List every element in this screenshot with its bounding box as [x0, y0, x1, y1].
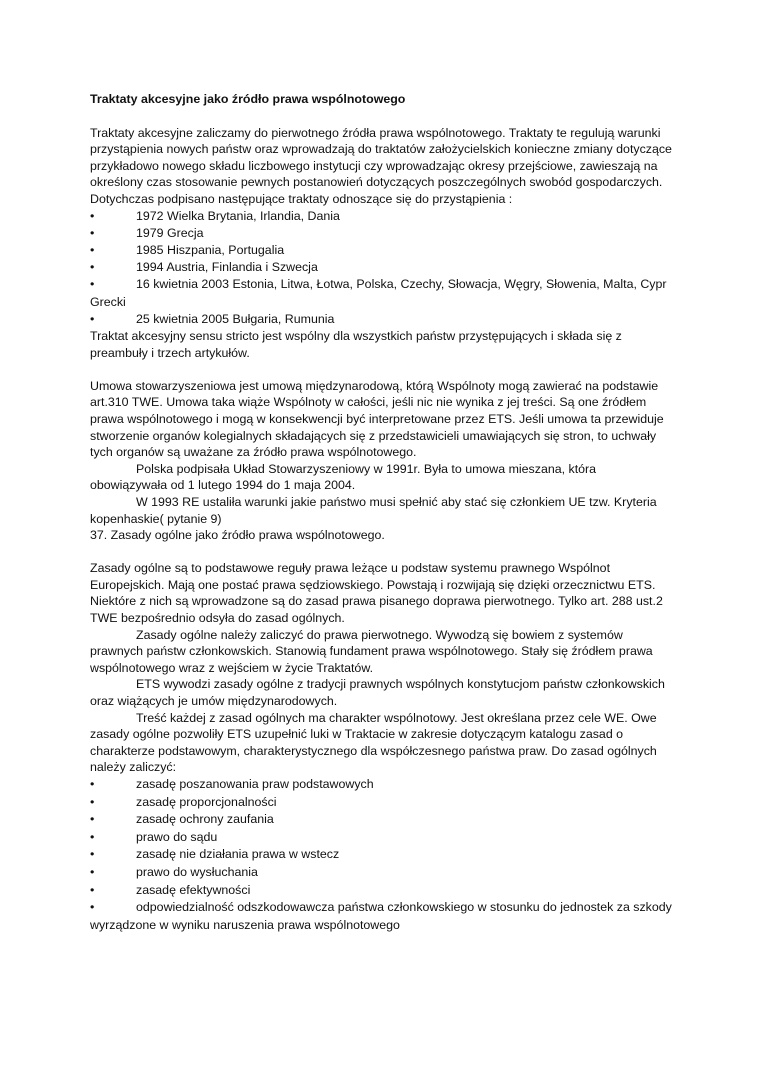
- bullet-icon: •: [90, 777, 95, 792]
- bullet-icon: •: [90, 847, 95, 862]
- copenhagen-criteria-paragraph: W 1993 RE ustaliła warunki jakie państwo musi spełnić aby stać się członkiem UE tzw. Kryteria kopenhaskie( pytanie 9): [90, 494, 657, 526]
- list-item: • zasadę poszanowania praw podstawowych: [90, 776, 672, 794]
- list-item: • zasadę nie działania prawa w wstecz: [90, 846, 672, 864]
- list-item: • odpowiedzialność odszkodowawcza państwa członkowskiego w stosunku do jednostek za szkody wyrządzone w wyniku naruszenia prawa wspólnotowego: [90, 900, 672, 932]
- intro-paragraph: Traktaty akcesyjne zaliczamy do pierwotnego źródła prawa wspólnotowego. Traktaty te regulują warunki przystąpienia nowych państw oraz wprowadzają do traktatów założycielskich konieczne zmiany dotyczące przykładowo nowego składu liczbowego instytucji czy wprowadzając okresy przejściowe, zawieszają na określony czas stosowanie pewnych postanowień dotyczących poszczególnych swobód gospodarczych. Dotychczas podpisano następujące traktaty odnoszące się do przystąpienia :: [90, 125, 672, 206]
- list-item: • 16 kwietnia 2003 Estonia, Litwa, Łotwa, Polska, Czechy, Słowacja, Węgry, Słowenia, Malta, Cypr Grecki: [90, 277, 667, 309]
- bullet-icon: •: [90, 829, 95, 844]
- document-title: Traktaty akcesyjne jako źródło prawa wspólnotowego: [90, 92, 406, 106]
- bullet-icon: •: [90, 882, 95, 897]
- bullet-icon: •: [90, 900, 95, 915]
- bullet-icon: •: [90, 225, 95, 240]
- association-paragraph: Umowa stowarzyszeniowa jest umową międzynarodową, którą Wspólnoty mogą zawierać na podstawie art.310 TWE. Umowa taka wiąże Wspólnoty w całości, jeśli nic nie wynika z jej treści. Są one źródłem prawa wspólnotowego i mogą w konsekwencji być interpretowane przez ETS. Jeśli umowa ta przewiduje stworzenie organów kolegialnych składających się z przedstawicieli umawiających się stron, to uchwały tych organów są uważane za źródło prawa wspólnotowego.: [90, 378, 664, 460]
- principles-paragraph: Zasady ogólne należy zaliczyć do prawa pierwotnego. Wywodzą się bowiem z systemów prawnych państw członkowskich. Stanowią fundament prawa wspólnotowego. Stały się źródłem prawa wspólnotowego wraz z wejściem w życie Traktatów.: [90, 627, 653, 675]
- list-item: • zasadę efektywności: [90, 882, 672, 900]
- accession-treaties-list: [90, 208, 672, 328]
- principles-paragraph: Zasady ogólne są to podstawowe reguły prawa leżące u podstaw systemu prawnego Wspólnot Europejskich. Mają one postać prawa sędziowskiego. Powstają i rozwijają się dzięki orzecznictwu ETS. Niektóre z nich są wprowadzone są do zasad prawa pisanego doprawa pierwotnego. Tylko art. 288 ust.2 TWE bezpośrednio odsyła do zasad ogólnych.: [90, 561, 663, 626]
- bullet-icon: •: [90, 208, 95, 223]
- bullet-icon: •: [90, 311, 95, 326]
- bullet-icon: •: [90, 242, 95, 257]
- bullet-icon: •: [90, 260, 95, 275]
- list-item: • zasadę proporcjonalności: [90, 794, 672, 812]
- list-item: • zasadę ochrony zaufania: [90, 811, 672, 829]
- principles-paragraph: Treść każdej z zasad ogólnych ma charakter wspólnotowy. Jest określana przez cele WE. Owe zasady ogólne pozwoliły ETS uzupełnić luki w Traktacie w zakresie dotyczącym katalogu zasad o charakterze podstawowym, charakterystycznego dla współczesnego państwa praw. Do zasad ogólnych należy zaliczyć:: [90, 710, 657, 775]
- spacer: [90, 544, 672, 561]
- list-item: • 1972 Wielka Brytania, Irlandia, Dania: [90, 208, 672, 225]
- spacer: [90, 361, 672, 378]
- bullet-icon: •: [90, 794, 95, 809]
- accession-note-paragraph: Traktat akcesyjny sensu stricto jest wspólny dla wszystkich państw przystępujących i składa się z preambuły i trzech artykułów.: [90, 328, 622, 360]
- bullet-icon: •: [90, 277, 95, 292]
- section-heading: 37. Zasady ogólne jako źródło prawa wspólnotowego.: [90, 528, 385, 543]
- list-item: • 1994 Austria, Finlandia i Szwecja: [90, 259, 672, 276]
- list-item: • 25 kwietnia 2005 Bułgaria, Rumunia: [90, 311, 672, 328]
- list-item: • 1979 Grecja: [90, 225, 672, 242]
- list-item: • prawo do wysłuchania: [90, 864, 672, 882]
- bullet-icon: •: [90, 864, 95, 879]
- list-item: • prawo do sądu: [90, 829, 672, 847]
- document-page: [90, 91, 672, 934]
- bullet-icon: •: [90, 812, 95, 827]
- principles-paragraph: ETS wywodzi zasady ogólne z tradycji prawnych wspólnych konstytucjom państw członkowskich oraz wiążących je umów międzynarodowych.: [90, 677, 665, 709]
- list-item: • 1985 Hiszpania, Portugalia: [90, 242, 672, 259]
- general-principles-list: [90, 776, 672, 934]
- association-poland-paragraph: Polska podpisała Układ Stowarzyszeniowy w 1991r. Była to umowa mieszana, która obowiązywała od 1 lutego 1994 do 1 maja 2004.: [90, 461, 597, 493]
